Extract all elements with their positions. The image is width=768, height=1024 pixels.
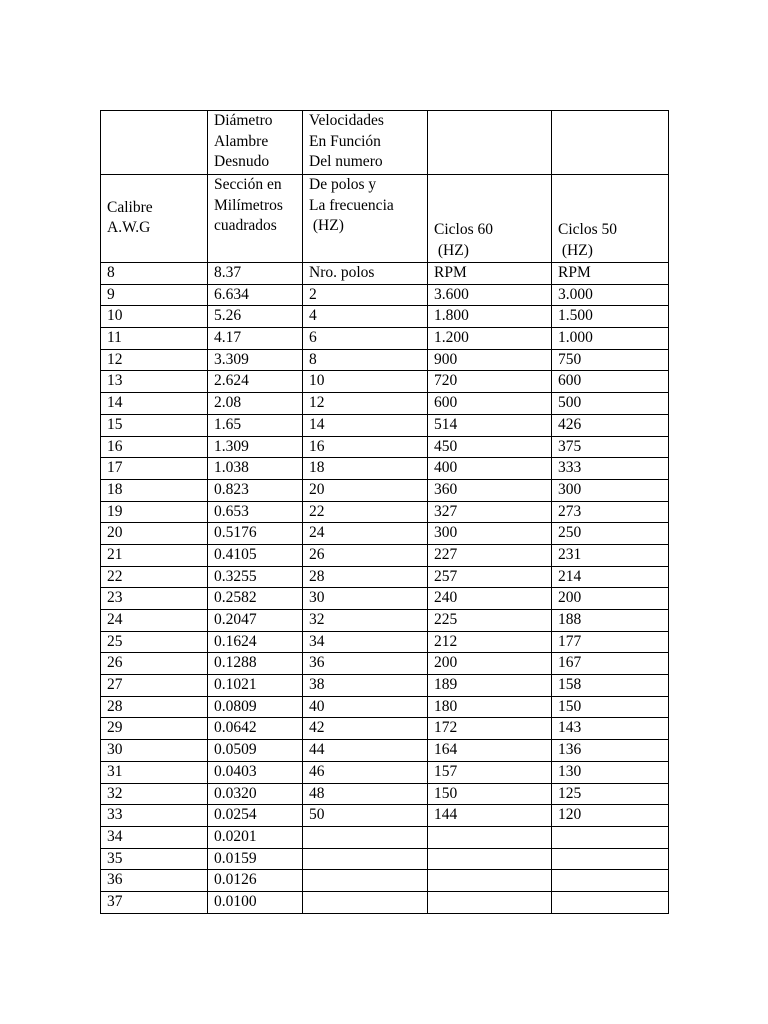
seccion-cell: 0.1021 — [208, 675, 303, 697]
table-row — [101, 696, 669, 718]
polos-cell: 6 — [303, 328, 428, 350]
table-row — [101, 414, 669, 436]
header-text: Ciclos 60 — [434, 221, 493, 238]
calibre-cell: 36 — [101, 870, 208, 892]
rpm-50-cell: 125 — [552, 783, 669, 805]
header-cell-empty — [552, 111, 669, 175]
header-row-1 — [101, 111, 669, 175]
rpm-50-cell: 158 — [552, 675, 669, 697]
seccion-cell: 4.17 — [208, 328, 303, 350]
seccion-cell: 0.0320 — [208, 783, 303, 805]
rpm-50-cell: 750 — [552, 349, 669, 371]
rpm-50-cell: 3.000 — [552, 284, 669, 306]
seccion-cell: 0.0126 — [208, 870, 303, 892]
header-text: Alambre — [214, 132, 269, 150]
calibre-cell: 13 — [101, 371, 208, 393]
polos-cell: 2 — [303, 284, 428, 306]
table-row — [101, 783, 669, 805]
rpm-50-cell: 214 — [552, 566, 669, 588]
table-row — [101, 523, 669, 545]
polos-cell: 30 — [303, 588, 428, 610]
seccion-cell: 6.634 — [208, 284, 303, 306]
rpm-60-cell: 227 — [428, 544, 552, 566]
seccion-cell: 1.309 — [208, 436, 303, 458]
table-row — [101, 458, 669, 480]
header-text: Calibre — [107, 198, 153, 216]
polos-cell: 10 — [303, 371, 428, 393]
table-row — [101, 284, 669, 306]
seccion-cell: 0.0403 — [208, 761, 303, 783]
rpm-60-cell: 327 — [428, 501, 552, 523]
rpm-50-cell: 250 — [552, 523, 669, 545]
header-diametro — [208, 111, 303, 175]
calibre-cell: 15 — [101, 414, 208, 436]
seccion-cell: 0.4105 — [208, 544, 303, 566]
calibre-cell: 16 — [101, 436, 208, 458]
rpm-60-cell: 144 — [428, 805, 552, 827]
rpm-50-cell: 143 — [552, 718, 669, 740]
polos-cell: 32 — [303, 610, 428, 632]
table-row — [101, 436, 669, 458]
calibre-cell: 21 — [101, 544, 208, 566]
polos-cell: 34 — [303, 631, 428, 653]
seccion-cell: 0.0509 — [208, 740, 303, 762]
table-row — [101, 306, 669, 328]
rpm-50-cell: 273 — [552, 501, 669, 523]
table-row — [101, 870, 669, 892]
seccion-cell: 0.3255 — [208, 566, 303, 588]
table-row — [101, 263, 669, 285]
rpm-60-cell — [428, 870, 552, 892]
seccion-cell: 2.08 — [208, 393, 303, 415]
rpm-60-cell: 450 — [428, 436, 552, 458]
seccion-cell: 0.0100 — [208, 891, 303, 913]
rpm-50-cell: 120 — [552, 805, 669, 827]
table-row — [101, 566, 669, 588]
seccion-cell: 0.0254 — [208, 805, 303, 827]
calibre-cell: 8 — [101, 263, 208, 285]
calibre-cell: 32 — [101, 783, 208, 805]
calibre-cell: 28 — [101, 696, 208, 718]
header-text: En Función — [309, 132, 381, 150]
polos-cell: 24 — [303, 523, 428, 545]
rpm-50-cell — [552, 891, 669, 913]
header-ciclos-60 — [428, 175, 552, 263]
rpm-60-cell: 400 — [428, 458, 552, 480]
table-row — [101, 761, 669, 783]
rpm-60-cell: 172 — [428, 718, 552, 740]
rpm-50-cell — [552, 848, 669, 870]
table-row — [101, 718, 669, 740]
rpm-60-cell — [428, 848, 552, 870]
rpm-50-cell: 200 — [552, 588, 669, 610]
seccion-cell: 0.653 — [208, 501, 303, 523]
header-ciclos-50 — [552, 175, 669, 263]
table-row — [101, 544, 669, 566]
calibre-cell: 18 — [101, 479, 208, 501]
header-text: cuadrados — [214, 217, 277, 234]
calibre-cell: 34 — [101, 826, 208, 848]
rpm-60-cell: 180 — [428, 696, 552, 718]
seccion-cell: 0.1288 — [208, 653, 303, 675]
header-text: Desnudo — [214, 153, 270, 170]
rpm-50-cell — [552, 870, 669, 892]
calibre-cell: 10 — [101, 306, 208, 328]
calibre-cell: 35 — [101, 848, 208, 870]
polos-cell: 14 — [303, 414, 428, 436]
polos-cell: 18 — [303, 458, 428, 480]
polos-cell: 48 — [303, 783, 428, 805]
rpm-60-cell: 150 — [428, 783, 552, 805]
header-text: Ciclos 50 — [558, 221, 617, 238]
seccion-cell: 0.2047 — [208, 610, 303, 632]
rpm-50-cell: 600 — [552, 371, 669, 393]
rpm-50-cell: 231 — [552, 544, 669, 566]
seccion-cell: 0.5176 — [208, 523, 303, 545]
calibre-cell: 25 — [101, 631, 208, 653]
rpm-60-cell: 720 — [428, 371, 552, 393]
header-text: De polos y — [309, 176, 377, 193]
polos-cell: 38 — [303, 675, 428, 697]
rpm-50-cell: 375 — [552, 436, 669, 458]
table-row — [101, 740, 669, 762]
table-row — [101, 891, 669, 913]
polos-cell: 44 — [303, 740, 428, 762]
polos-cell: 22 — [303, 501, 428, 523]
rpm-50-cell: 1.000 — [552, 328, 669, 350]
polos-cell — [303, 870, 428, 892]
rpm-50-cell: 300 — [552, 479, 669, 501]
table-row — [101, 631, 669, 653]
calibre-cell: 11 — [101, 328, 208, 350]
calibre-cell: 33 — [101, 805, 208, 827]
seccion-cell: 5.26 — [208, 306, 303, 328]
seccion-cell: 0.2582 — [208, 588, 303, 610]
seccion-cell: 8.37 — [208, 263, 303, 285]
rpm-50-cell: 177 — [552, 631, 669, 653]
polos-cell: 4 — [303, 306, 428, 328]
header-row-2 — [101, 175, 669, 263]
calibre-cell: 24 — [101, 610, 208, 632]
header-text: Diámetro — [214, 112, 273, 129]
polos-cell: 40 — [303, 696, 428, 718]
rpm-50-cell: 167 — [552, 653, 669, 675]
calibre-cell: 22 — [101, 566, 208, 588]
rpm-50-cell: 188 — [552, 610, 669, 632]
rpm-60-cell: 212 — [428, 631, 552, 653]
rpm-50-cell: 150 — [552, 696, 669, 718]
seccion-cell: 1.65 — [208, 414, 303, 436]
header-text: Sección en — [214, 176, 282, 193]
calibre-cell: 27 — [101, 675, 208, 697]
table-row — [101, 848, 669, 870]
polos-cell: 36 — [303, 653, 428, 675]
rpm-50-cell: 426 — [552, 414, 669, 436]
table-row — [101, 588, 669, 610]
rpm-60-cell: 300 — [428, 523, 552, 545]
table-row — [101, 610, 669, 632]
table-row — [101, 371, 669, 393]
table-row — [101, 349, 669, 371]
calibre-cell: 29 — [101, 718, 208, 740]
polos-cell: 16 — [303, 436, 428, 458]
header-calibre — [101, 175, 208, 263]
header-velocidades — [303, 111, 428, 175]
rpm-60-cell: 900 — [428, 349, 552, 371]
polos-cell — [303, 848, 428, 870]
rpm-60-cell: 600 — [428, 393, 552, 415]
calibre-cell: 26 — [101, 653, 208, 675]
table-row — [101, 826, 669, 848]
wire-gauge-table — [100, 110, 669, 914]
rpm-60-cell: 257 — [428, 566, 552, 588]
calibre-cell: 30 — [101, 740, 208, 762]
rpm-60-cell: 225 — [428, 610, 552, 632]
rpm-60-cell: 164 — [428, 740, 552, 762]
polos-cell: Nro. polos — [303, 263, 428, 285]
polos-cell: 20 — [303, 479, 428, 501]
polos-cell: 50 — [303, 805, 428, 827]
rpm-60-cell: 157 — [428, 761, 552, 783]
table-body — [101, 263, 669, 914]
calibre-cell: 31 — [101, 761, 208, 783]
seccion-cell: 0.0642 — [208, 718, 303, 740]
seccion-cell: 0.823 — [208, 479, 303, 501]
rpm-60-cell: 514 — [428, 414, 552, 436]
rpm-60-cell: 240 — [428, 588, 552, 610]
table-row — [101, 675, 669, 697]
polos-cell: 12 — [303, 393, 428, 415]
header-text: La frecuencia — [309, 196, 394, 214]
polos-cell: 46 — [303, 761, 428, 783]
table-row — [101, 805, 669, 827]
seccion-cell: 2.624 — [208, 371, 303, 393]
rpm-50-cell: 136 — [552, 740, 669, 762]
calibre-cell: 20 — [101, 523, 208, 545]
rpm-60-cell — [428, 891, 552, 913]
header-text: Del numero — [309, 153, 383, 170]
seccion-cell: 0.0809 — [208, 696, 303, 718]
table-row — [101, 393, 669, 415]
table-row — [101, 479, 669, 501]
header-text: (HZ) — [558, 241, 593, 259]
seccion-cell: 0.0201 — [208, 826, 303, 848]
table-row — [101, 501, 669, 523]
header-seccion — [208, 175, 303, 263]
rpm-50-cell: RPM — [552, 263, 669, 285]
rpm-50-cell: 1.500 — [552, 306, 669, 328]
rpm-50-cell: 130 — [552, 761, 669, 783]
polos-cell: 28 — [303, 566, 428, 588]
rpm-60-cell: 1.200 — [428, 328, 552, 350]
header-text: (HZ) — [309, 217, 344, 234]
seccion-cell: 3.309 — [208, 349, 303, 371]
calibre-cell: 23 — [101, 588, 208, 610]
seccion-cell: 0.0159 — [208, 848, 303, 870]
polos-cell: 42 — [303, 718, 428, 740]
seccion-cell: 1.038 — [208, 458, 303, 480]
calibre-cell: 14 — [101, 393, 208, 415]
header-text: Milímetros — [214, 196, 283, 214]
polos-cell: 26 — [303, 544, 428, 566]
header-cell-empty — [101, 111, 208, 175]
polos-cell: 8 — [303, 349, 428, 371]
calibre-cell: 37 — [101, 891, 208, 913]
polos-cell — [303, 826, 428, 848]
rpm-50-cell — [552, 826, 669, 848]
rpm-50-cell: 333 — [552, 458, 669, 480]
table-row — [101, 653, 669, 675]
header-text: Velocidades — [309, 112, 384, 129]
header-polos — [303, 175, 428, 263]
calibre-cell: 19 — [101, 501, 208, 523]
calibre-cell: 17 — [101, 458, 208, 480]
rpm-60-cell: 200 — [428, 653, 552, 675]
rpm-60-cell: RPM — [428, 263, 552, 285]
rpm-50-cell: 500 — [552, 393, 669, 415]
rpm-60-cell: 360 — [428, 479, 552, 501]
rpm-60-cell: 189 — [428, 675, 552, 697]
rpm-60-cell: 3.600 — [428, 284, 552, 306]
header-cell-empty — [428, 111, 552, 175]
rpm-60-cell — [428, 826, 552, 848]
seccion-cell: 0.1624 — [208, 631, 303, 653]
header-text: A.W.G — [107, 219, 151, 236]
table-row — [101, 328, 669, 350]
calibre-cell: 12 — [101, 349, 208, 371]
calibre-cell: 9 — [101, 284, 208, 306]
polos-cell — [303, 891, 428, 913]
header-text: (HZ) — [434, 241, 469, 259]
rpm-60-cell: 1.800 — [428, 306, 552, 328]
